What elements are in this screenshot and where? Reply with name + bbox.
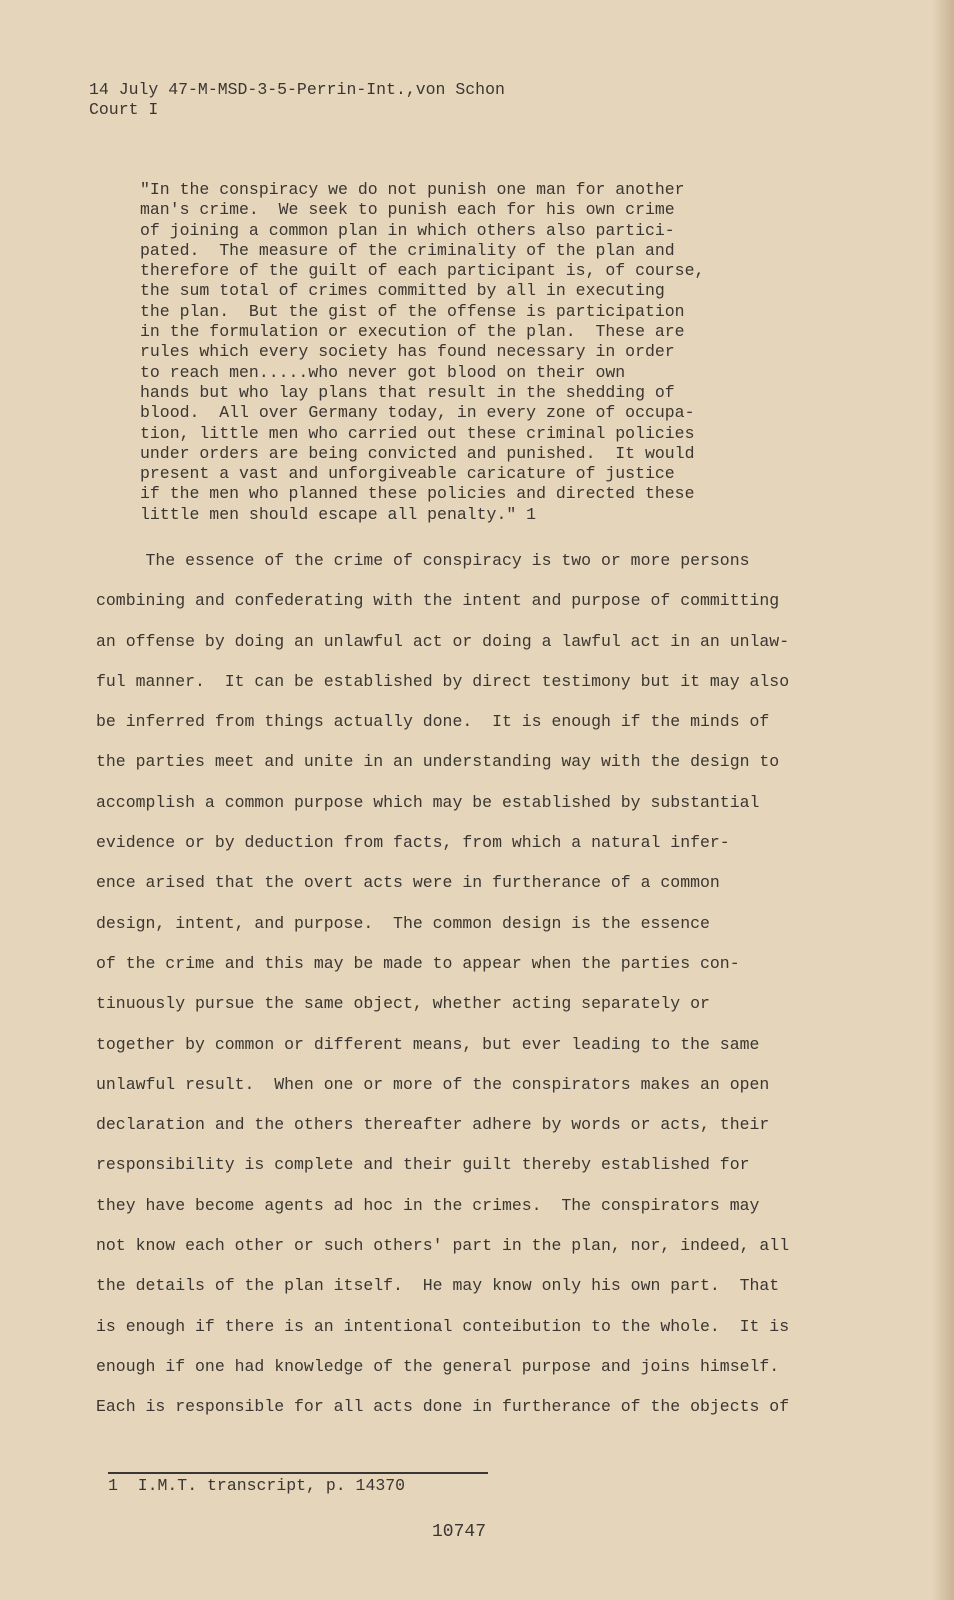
document-header [89,80,505,120]
quote-line: to reach men.....who never got blood on their own [140,362,626,382]
quote-line: if the men who planned these policies and directed these [140,484,695,504]
quote-line: under orders are being convicted and punished. It would [140,443,695,463]
body-line: together by common or different means, but ever leading to the same [96,1034,760,1054]
body-line: be inferred from things actually done. It is enough if the minds of [96,712,770,732]
body-line: responsibility is complete and their guilt thereby established for [96,1155,750,1175]
body-line: unlawful result. When one or more of the conspirators makes an open [96,1074,770,1094]
body-line: design, intent, and purpose. The common design is the essence [96,913,710,933]
quote-line: of joining a common plan in which others also partici- [140,220,675,240]
body-line: evidence or by deduction from facts, from which a natural infer- [96,833,730,853]
quote-line: pated. The measure of the criminality of the plan and [140,240,675,260]
body-line: ful manner. It can be established by direct testimony but it may also [96,671,790,691]
header-reference: 14 July 47-M-MSD-3-5-Perrin-Int.,von Schon [89,80,505,99]
body-line: is enough if there is an intentional conteibution to the whole. It is [96,1316,790,1336]
body-line: ence arised that the overt acts were in furtherance of a common [96,873,720,893]
body-text [96,541,789,1428]
body-line: not know each other or such others' part in the plan, nor, indeed, all [96,1236,790,1256]
quote-line: therefore of the guilt of each participant is, of course, [140,261,705,281]
body-line: The essence of the crime of conspiracy is two or more persons [96,551,750,570]
body-line: tinuously pursue the same object, whether acting separately or [96,994,710,1014]
body-line: declaration and the others thereafter adhere by words or acts, their [96,1115,770,1135]
body-line: accomplish a common purpose which may be established by substantial [96,792,760,812]
quote-line: "In the conspiracy we do not punish one man for another [140,180,685,199]
quote-line: tion, little men who carried out these criminal policies [140,423,695,443]
page-edge-shadow [932,0,954,1600]
body-line: they have become agents ad hoc in the crimes. The conspirators may [96,1195,760,1215]
body-line: the parties meet and unite in an understanding way with the design to [96,752,780,772]
quote-line: hands but who lay plans that result in the shedding of [140,382,675,402]
block-quote [140,180,704,525]
quote-line: the sum total of crimes committed by all in executing [140,281,665,301]
quote-line: blood. All over Germany today, in every zone of occupa- [140,403,695,423]
body-line: of the crime and this may be made to appear when the parties con- [96,953,740,973]
footnote-rule [108,1472,488,1474]
quote-line: little men should escape all penalty." 1 [140,504,537,524]
quote-line: in the formulation or execution of the plan. These are [140,322,685,342]
quote-line: present a vast and unforgiveable caricature of justice [140,464,675,484]
page-number: 10747 [432,1522,487,1542]
header-court: Court I [89,100,159,119]
quote-line: the plan. But the gist of the offense is participation [140,301,685,321]
body-line: the details of the plan itself. He may know only his own part. That [96,1276,780,1296]
body-line: an offense by doing an unlawful act or doing a lawful act in an unlaw- [96,631,790,651]
quote-line: man's crime. We seek to punish each for his own crime [140,200,675,220]
footnote: 1 I.M.T. transcript, p. 14370 [108,1476,406,1495]
body-line: combining and confederating with the intent and purpose of committing [96,591,780,611]
quote-line: rules which every society has found necessary in order [140,342,675,362]
body-line: enough if one had knowledge of the general purpose and joins himself. [96,1356,780,1376]
body-line: Each is responsible for all acts done in furtherance of the objects of [96,1397,790,1417]
